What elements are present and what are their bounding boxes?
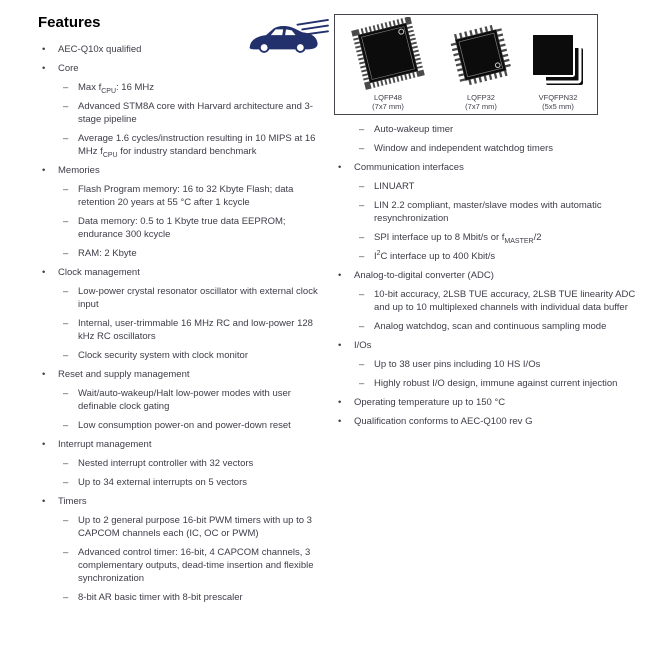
feature-text: Flash Program memory: 16 to 32 Kbyte Flash; data retention 20 years at 55 °C after 1 kcycle <box>78 184 294 208</box>
feature-text: Timers <box>58 496 87 507</box>
feature-text: Low-power crystal resonator oscillator with external clock input <box>78 286 318 310</box>
dash-marker: – <box>63 286 69 297</box>
lqfp32-package-icon <box>440 23 522 91</box>
dash-marker: – <box>63 101 69 112</box>
package-vfqfpn32 <box>525 17 591 111</box>
package-name: LQFP32 <box>467 93 495 102</box>
bullet-marker: • <box>42 496 46 507</box>
feature-text: Window and independent watchdog timers <box>374 143 554 154</box>
feature-sub-item <box>334 123 640 136</box>
bullet-marker: • <box>42 44 46 55</box>
feature-text: Up to 34 external interrupts on 5 vectors <box>78 477 247 488</box>
feature-text: Advanced STM8A core with Harvard architecture and 3-stage pipeline <box>78 101 313 125</box>
dash-marker: – <box>63 133 69 144</box>
dash-marker: – <box>63 420 69 431</box>
feature-sub-item <box>334 199 640 225</box>
feature-sub-item <box>38 81 330 94</box>
feature-sub-item <box>38 100 330 126</box>
feature-sub-item <box>334 250 640 263</box>
feature-text: Advanced control timer: 16-bit, 4 CAPCOM channels, 3 complementary outputs, dead-time insertion and flexible synchronization <box>78 547 314 584</box>
feature-text: Core <box>58 63 79 74</box>
dash-marker: – <box>63 350 69 361</box>
feature-text: Average 1.6 cycles/instruction resulting in 10 MIPS at 16 MHz $f_{CPU}$ for industry standard benchmark <box>78 133 316 159</box>
bullet-marker: • <box>338 340 342 351</box>
feature-sub-item <box>38 591 330 604</box>
feature-text: $I^2C$ interface up to 400 Kbit/s <box>374 249 496 262</box>
dash-marker: – <box>359 200 365 211</box>
feature-text: Reset and supply management <box>58 369 190 380</box>
feature-text: AEC-Q10x qualified <box>58 44 142 55</box>
dash-marker: – <box>63 515 69 526</box>
package-caption-lqfp32 <box>465 93 497 111</box>
feature-sub-item <box>334 320 640 333</box>
feature-text: 10-bit accuracy, 2LSB TUE accuracy, 2LSB TUE linearity ADC and up to 10 multiplexed channels with individual data buffer <box>374 289 636 313</box>
lqfp48-package-icon <box>340 17 436 91</box>
bullet-marker: • <box>42 165 46 176</box>
package-size: (5x5 mm) <box>542 102 574 111</box>
dash-marker: – <box>63 388 69 399</box>
package-name: VFQFPN32 <box>538 93 578 102</box>
feature-text: LIN 2.2 compliant, master/slave modes with automatic resynchronization <box>374 200 602 224</box>
dash-marker: – <box>63 458 69 469</box>
feature-text: Interrupt management <box>58 439 152 450</box>
feature-sub-item <box>334 180 640 193</box>
features-column-left <box>38 12 330 610</box>
feature-sub-item <box>334 377 640 390</box>
feature-sub-item <box>38 247 330 260</box>
package-size: (7x7 mm) <box>465 102 497 111</box>
feature-sub-item <box>334 288 640 314</box>
feature-sub-item <box>334 231 640 244</box>
feature-sub-item <box>38 546 330 585</box>
dash-marker: – <box>359 359 365 370</box>
feature-text: Memories <box>58 165 100 176</box>
feature-text: Nested interrupt controller with 32 vectors <box>78 458 254 469</box>
feature-text: Analog watchdog, scan and continuous sampling mode <box>374 321 607 332</box>
package-size: (7x7 mm) <box>372 102 404 111</box>
dash-marker: – <box>63 547 69 558</box>
feature-text: Wait/auto-wakeup/Halt low-power modes with user definable clock gating <box>78 388 291 412</box>
feature-text: Max $f_{CPU}$: 16 MHz <box>78 82 155 95</box>
feature-sub-item <box>38 349 330 362</box>
feature-text: RAM: 2 Kbyte <box>78 248 137 259</box>
page-title: Features <box>38 14 101 31</box>
feature-text: Data memory: 0.5 to 1 Kbyte true data EEPROM; endurance 300 kcycle <box>78 216 286 240</box>
bullet-marker: • <box>42 369 46 380</box>
feature-text: Internal, user-trimmable 16 MHz RC and low-power 128 kHz RC oscillators <box>78 318 313 342</box>
feature-text: Qualification conforms to AEC-Q100 rev G <box>354 416 533 427</box>
feature-sub-item <box>38 514 330 540</box>
feature-text: Clock management <box>58 267 140 278</box>
dash-marker: – <box>359 378 365 389</box>
feature-bullet-item <box>38 266 330 279</box>
feature-sub-item <box>38 419 330 432</box>
feature-text: Communication interfaces <box>354 162 464 173</box>
bullet-marker: • <box>338 270 342 281</box>
feature-text: Operating temperature up to 150 °C <box>354 397 506 408</box>
features-column-right <box>334 12 640 434</box>
dash-marker: – <box>359 321 365 332</box>
feature-sub-item <box>38 317 330 343</box>
feature-sub-item <box>334 142 640 155</box>
feature-sub-item <box>38 215 330 241</box>
package-lqfp48 <box>339 17 437 111</box>
dash-marker: – <box>359 232 365 243</box>
dash-marker: – <box>359 251 365 262</box>
feature-text: SPI interface up to 8 Mbit/s or $f_{MASTER}/2$ <box>374 232 542 245</box>
feature-text: Highly robust I/O design, immune against current injection <box>374 378 618 389</box>
feature-text: Auto-wakeup timer <box>374 124 454 135</box>
bullet-marker: • <box>338 397 342 408</box>
feature-sub-item <box>38 183 330 209</box>
package-caption-vfqfpn32 <box>539 93 578 111</box>
feature-sub-item <box>38 387 330 413</box>
package-name: LQFP48 <box>374 93 402 102</box>
dash-marker: – <box>359 143 365 154</box>
feature-sub-item <box>38 457 330 470</box>
dash-marker: – <box>63 82 69 93</box>
dash-marker: – <box>63 248 69 259</box>
feature-bullet-item <box>38 495 330 508</box>
feature-text: Analog-to-digital converter (ADC) <box>354 270 494 281</box>
features-list-right <box>334 123 640 428</box>
feature-text: Up to 38 user pins including 10 HS I/Os <box>374 359 541 370</box>
bullet-marker: • <box>42 439 46 450</box>
feature-sub-item <box>38 132 330 158</box>
feature-text: Up to 2 general purpose 16-bit PWM timers with up to 3 CAPCOM channels each (IC, OC or PWM) <box>78 515 312 539</box>
feature-text: I/Os <box>354 340 372 351</box>
feature-bullet-item <box>334 339 640 352</box>
feature-bullet-item <box>38 164 330 177</box>
bullet-marker: • <box>338 162 342 173</box>
feature-sub-item <box>334 358 640 371</box>
dash-marker: – <box>63 184 69 195</box>
package-figure-box <box>334 14 598 115</box>
dash-marker: – <box>63 216 69 227</box>
feature-bullet-item <box>334 415 640 428</box>
feature-bullet-item <box>334 161 640 174</box>
features-list-left <box>38 43 330 604</box>
bullet-marker: • <box>338 416 342 427</box>
package-caption-lqfp48 <box>372 93 404 111</box>
feature-bullet-item <box>38 43 330 56</box>
dash-marker: – <box>63 477 69 488</box>
bullet-marker: • <box>42 63 46 74</box>
feature-bullet-item <box>38 368 330 381</box>
feature-text: Clock security system with clock monitor <box>78 350 248 361</box>
dash-marker: – <box>359 181 365 192</box>
feature-sub-item <box>38 476 330 489</box>
feature-bullet-item <box>334 269 640 282</box>
feature-bullet-item <box>334 396 640 409</box>
dash-marker: – <box>63 592 69 603</box>
feature-text: Low consumption power-on and power-down reset <box>78 420 291 431</box>
feature-sub-item <box>38 285 330 311</box>
dash-marker: – <box>359 124 365 135</box>
feature-bullet-item <box>38 438 330 451</box>
dash-marker: – <box>359 289 365 300</box>
bullet-marker: • <box>42 267 46 278</box>
dash-marker: – <box>63 318 69 329</box>
feature-text: 8-bit AR basic timer with 8-bit prescaler <box>78 592 243 603</box>
package-lqfp32 <box>437 17 525 111</box>
vfqfpn32-package-icon <box>529 31 587 91</box>
feature-bullet-item <box>38 62 330 75</box>
feature-text: LINUART <box>374 181 415 192</box>
